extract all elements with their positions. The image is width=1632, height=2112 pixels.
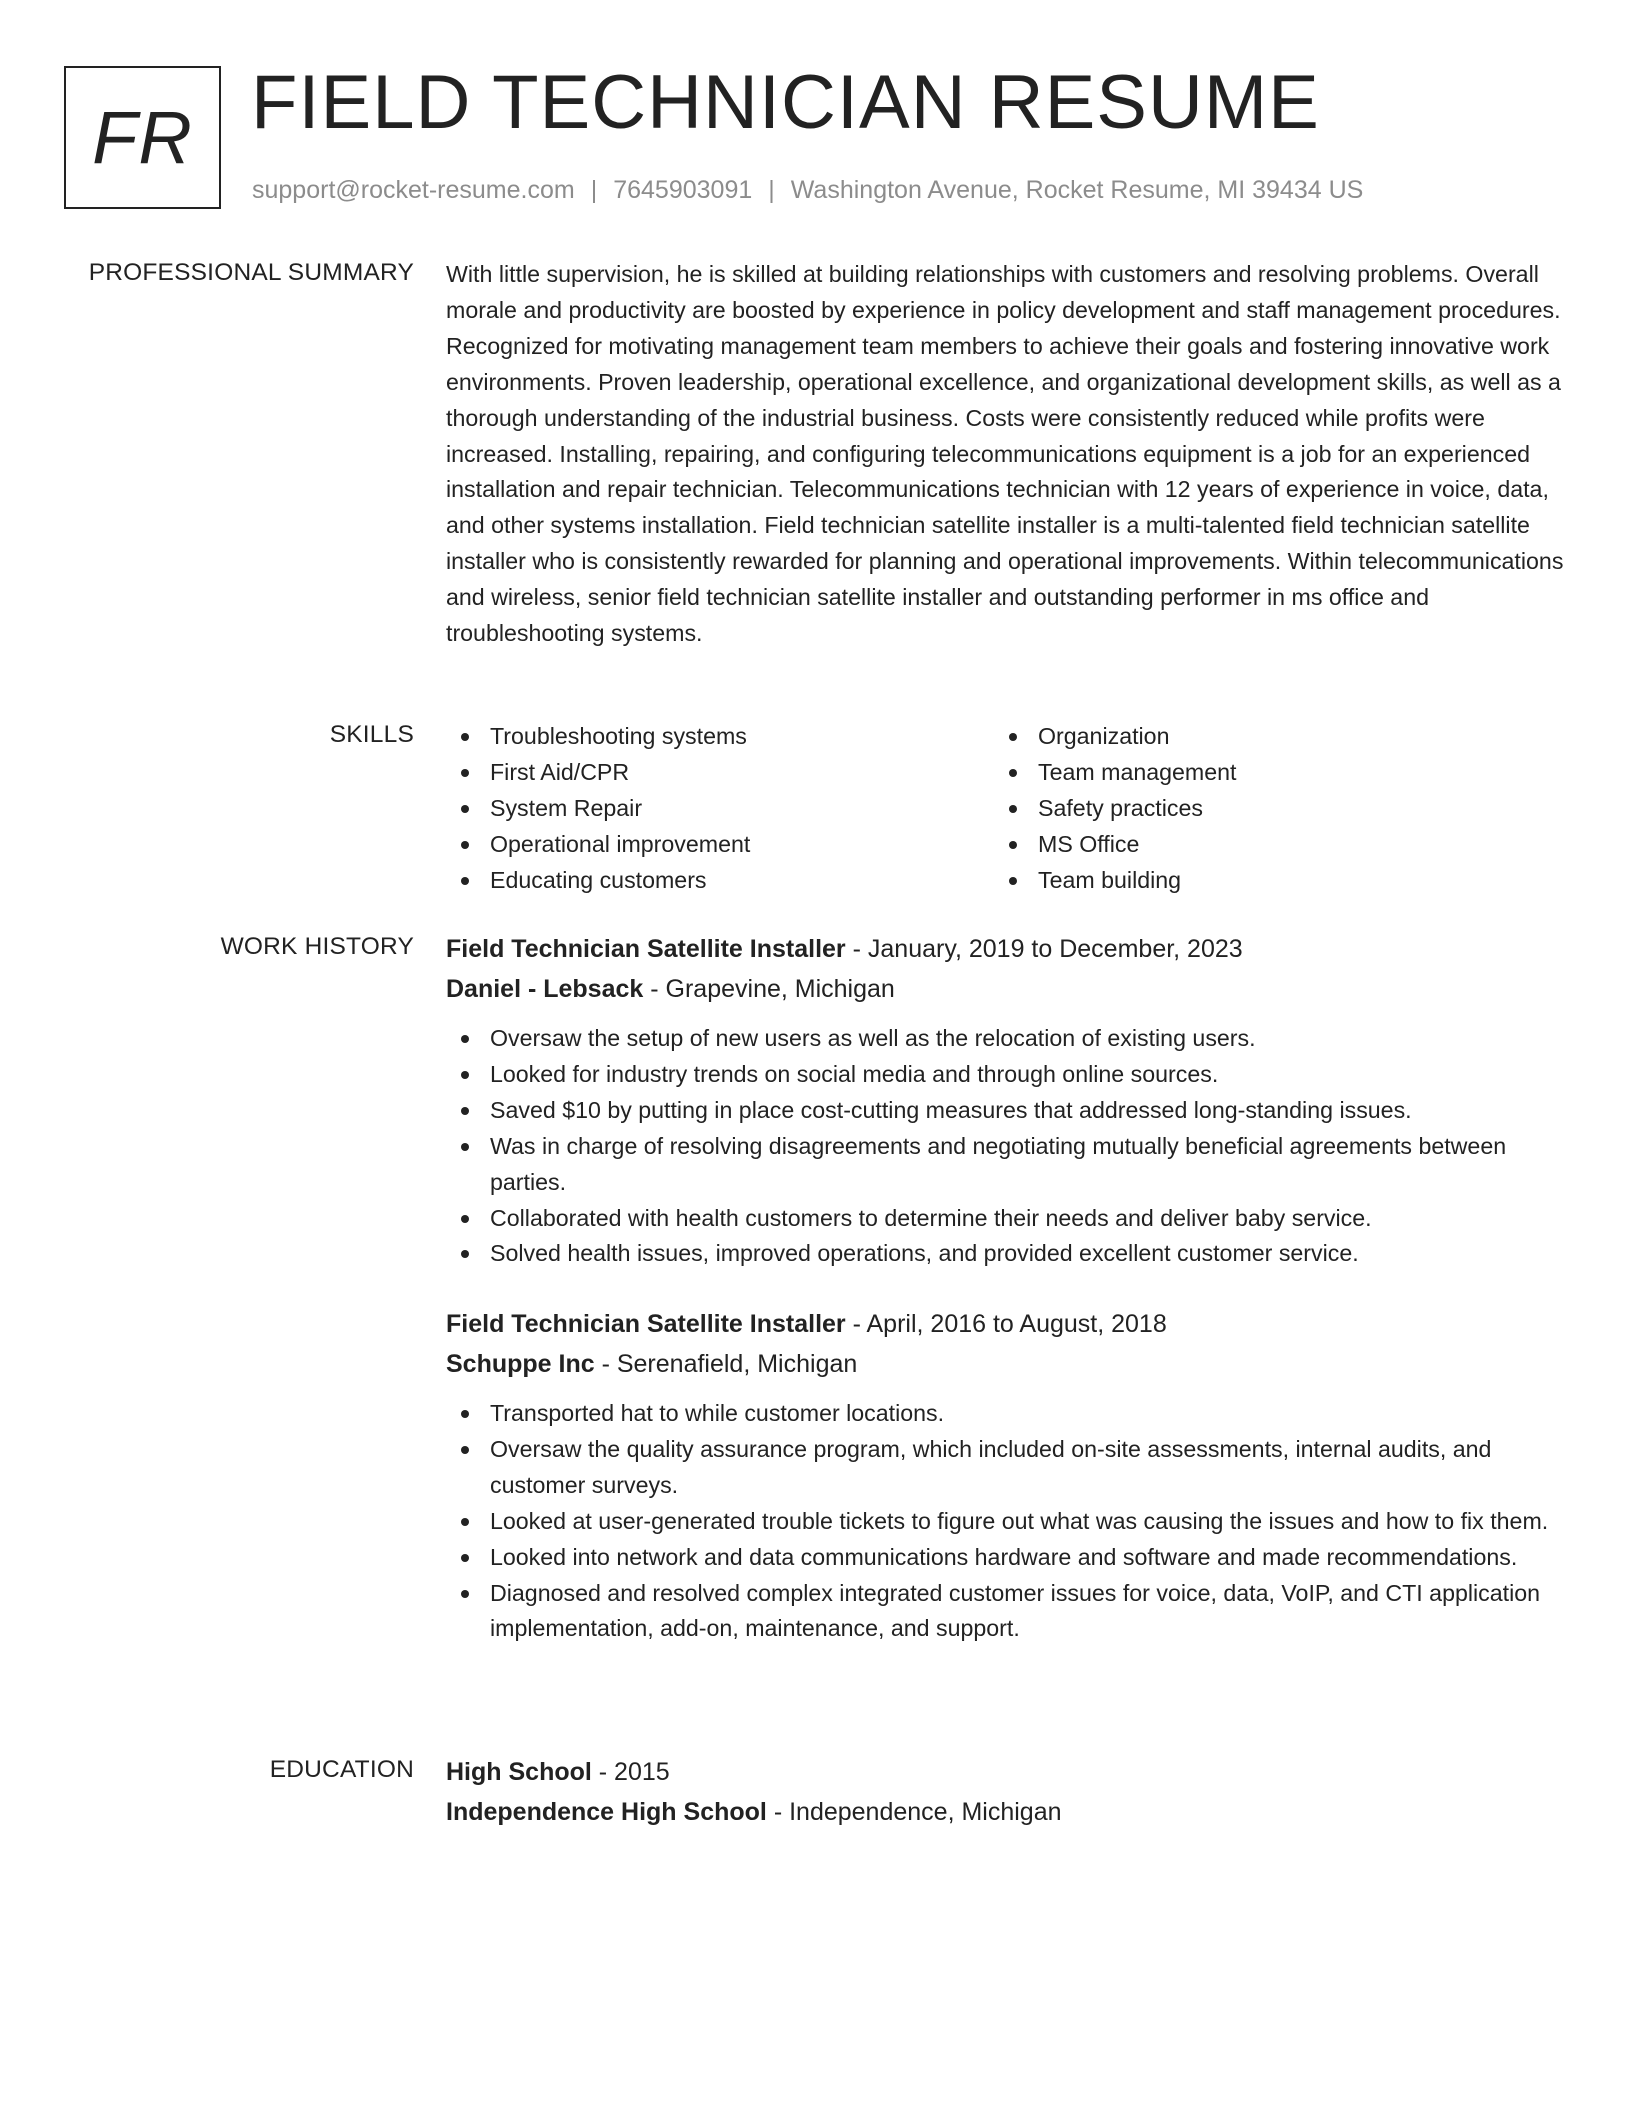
job-duty: Oversaw the setup of new users as well as the relocation of existing users. [446,1021,1566,1057]
summary-heading: PROFESSIONAL SUMMARY [88,259,414,286]
education-degree-line [446,1752,1566,1792]
job-duty: Diagnosed and resolved complex integrated customer issues for voice, data, VoIP, and CTI application implementation, add-on, maintenance, and support. [446,1576,1566,1648]
job-company: Daniel - Lebsack [446,975,644,1003]
job-duties-list [446,1021,1566,1272]
job-title-line [446,929,1566,969]
skill-item: Team management [994,755,1542,791]
job-entry [446,929,1566,1272]
skills-list-right [994,719,1542,899]
monogram-logo: FR [64,66,221,209]
contact-address: Washington Avenue, Rocket Resume, MI 39434 US [790,176,1364,204]
contact-separator: | [768,176,775,204]
job-company-line [446,969,1566,1009]
job-location: - Serenafield, Michigan [594,1350,858,1378]
contact-separator: | [590,176,598,204]
skill-item: MS Office [994,827,1542,863]
job-duty: Oversaw the quality assurance program, which included on-site assessments, internal audits, and customer surveys. [446,1432,1566,1504]
education-school: Independence High School [446,1798,767,1826]
job-duty: Transported hat to while customer locations. [446,1396,1566,1432]
job-duty: Looked at user-generated trouble tickets to figure out what was causing the issues and how to fix them. [446,1504,1566,1540]
job-duty: Solved health issues, improved operations, and provided excellent customer service. [446,1236,1566,1272]
job-entry [446,1304,1566,1647]
job-duty: Collaborated with health customers to determine their needs and deliver baby service. [446,1201,1566,1237]
job-company: Schuppe Inc [446,1350,595,1378]
job-duty: Looked for industry trends on social media and through online sources. [446,1057,1566,1093]
skill-item: System Repair [446,791,994,827]
skill-item: Troubleshooting systems [446,719,994,755]
skills-list-left [446,719,994,899]
skill-item: First Aid/CPR [446,755,994,791]
education-year: - 2015 [591,1758,670,1786]
job-location: - Grapevine, Michigan [643,975,895,1003]
education-school-line [446,1792,1566,1832]
job-title-line [446,1304,1566,1344]
contact-line [252,174,1363,206]
job-duty: Was in charge of resolving disagreements and negotiating mutually beneficial agreements between parties. [446,1129,1566,1201]
summary-body [446,257,1566,652]
education-location: - Independence, Michigan [766,1798,1062,1826]
work-body [446,929,1566,1642]
skill-item: Educating customers [446,863,994,899]
skill-item: Team building [994,863,1542,899]
job-dates: - January, 2019 to December, 2023 [845,935,1243,963]
job-duty: Saved $10 by putting in place cost-cutting measures that addressed long-standing issues. [446,1093,1566,1129]
job-title: Field Technician Satellite Installer [446,935,846,963]
skills-body [446,719,1566,899]
education-body [446,1752,1566,1832]
job-duty: Looked into network and data communications hardware and software and made recommendations. [446,1540,1566,1576]
page-title: FIELD TECHNICIAN RESUME [251,60,1320,145]
job-company-line [446,1344,1566,1384]
skills-columns [446,719,1566,899]
contact-phone: 7645903091 [613,176,753,204]
job-duties-list [446,1396,1566,1647]
summary-text: With little supervision, he is skilled at building relationships with customers and resolving problems. Overall morale and productivity are boosted by experience in policy development and staff management procedures. Recognized for motivating management team members to achieve their goals and fostering innovative work environments. Proven leadership, operational excellence, and organizational development skills, as well as a thorough understanding of the industrial business. Costs were consistently reduced while profits were increased. Installing, repairing, and configuring telecommunications equipment is a job for an experienced installation and repair technician. Telecommunications technician with 12 years of experience in voice, data, and other systems installation. Field technician satellite installer is a multi-talented field technician satellite installer who is consistently rewarded for planning and operational improvements. Within telecommunications and wireless, senior field technician satellite installer and outstanding performer in ms office and troubleshooting systems. [446,261,1564,647]
job-dates: - April, 2016 to August, 2018 [845,1310,1167,1338]
skills-heading: SKILLS [329,721,414,748]
skill-item: Organization [994,719,1542,755]
contact-email: support@rocket-resume.com [252,176,575,204]
work-heading: WORK HISTORY [220,933,414,960]
education-degree: High School [446,1758,592,1786]
skill-item: Safety practices [994,791,1542,827]
education-heading: EDUCATION [269,1756,414,1783]
job-title: Field Technician Satellite Installer [446,1310,846,1338]
skill-item: Operational improvement [446,827,994,863]
